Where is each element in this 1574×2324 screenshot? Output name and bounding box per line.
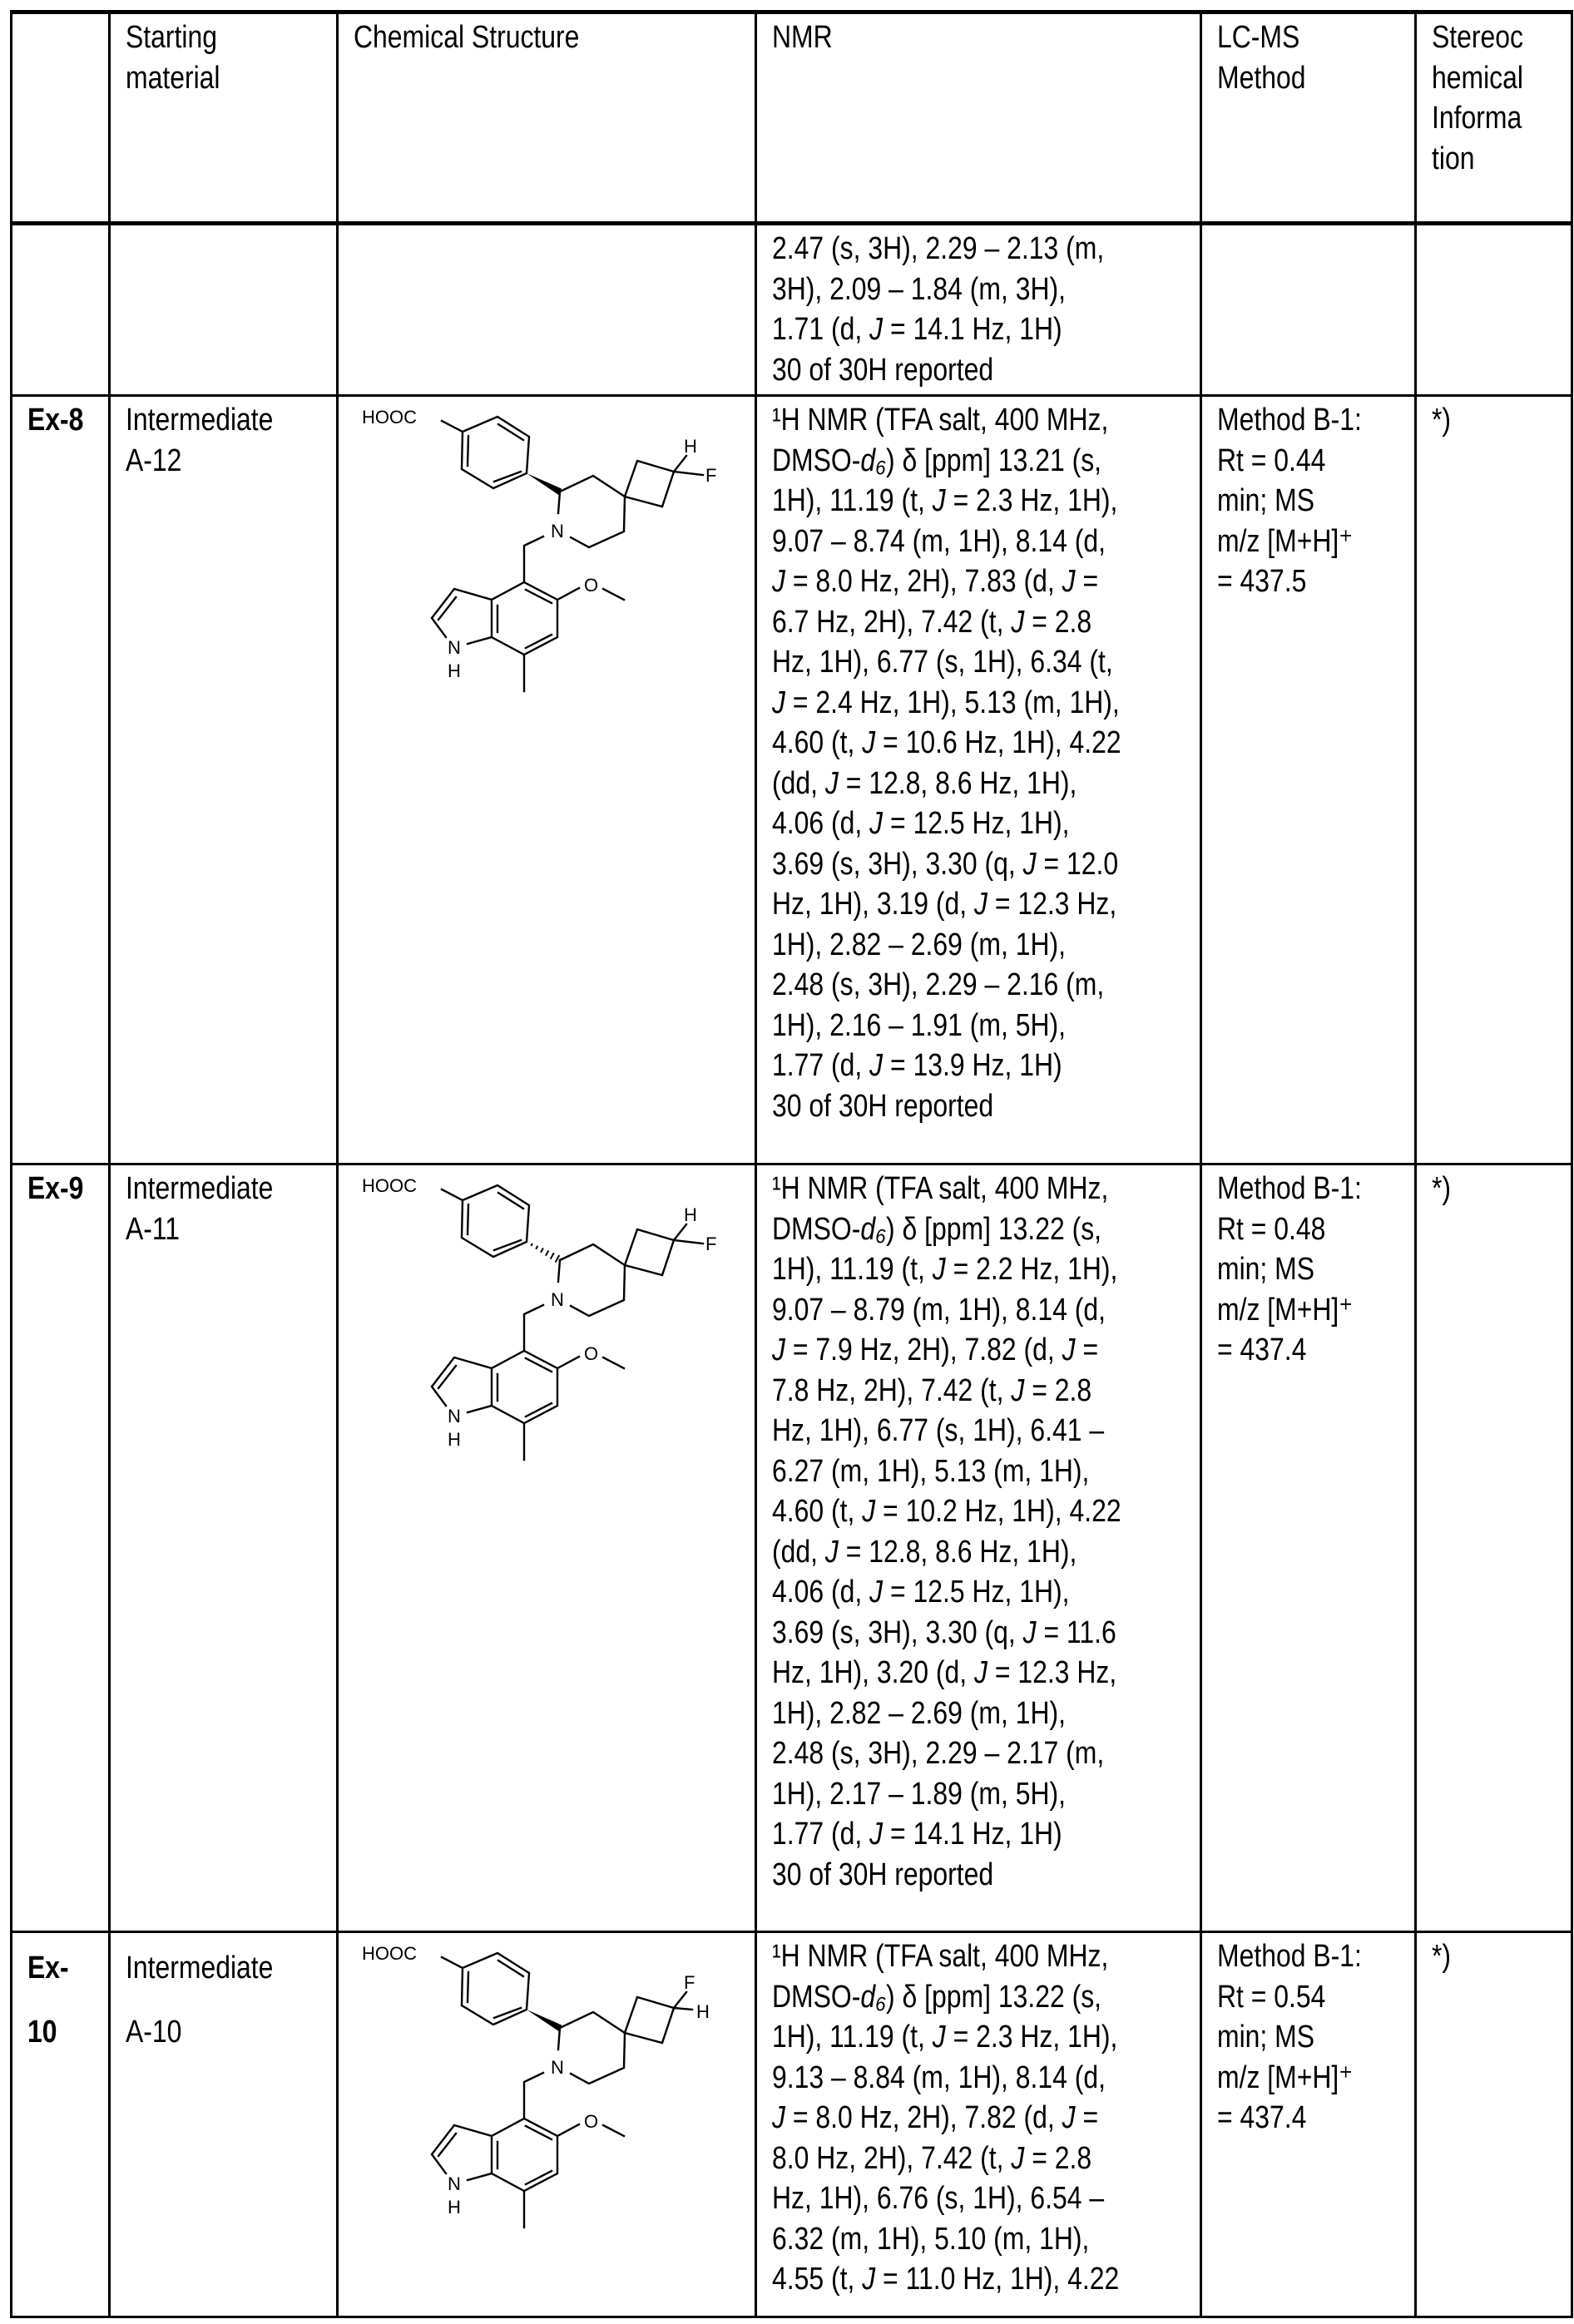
table-header-row bbox=[12, 12, 1572, 224]
header-chemical-structure bbox=[338, 12, 756, 224]
text-line: 3H), 2.09 – 1.84 (m, 3H), bbox=[772, 269, 1131, 310]
text-line: 3.69 (s, 3H), 3.30 (q, J = 11.6 bbox=[772, 1613, 1131, 1654]
stereochemical-info-cell bbox=[1416, 396, 1572, 1164]
text-line: m/z [M+H]⁺ bbox=[1217, 1290, 1383, 1331]
text-line: 9.07 – 8.74 (m, 1H), 8.14 (d, bbox=[772, 522, 1131, 562]
text-line: 1H), 2.82 – 2.69 (m, 1H), bbox=[772, 925, 1131, 966]
text-line: Chemical Structure bbox=[354, 17, 690, 58]
text-line: DMSO-d₆) δ [ppm] 13.22 (s, bbox=[772, 1977, 1131, 2018]
text-line: ¹H NMR (TFA salt, 400 MHz, bbox=[772, 400, 1131, 441]
text-line: 6.27 (m, 1H), 5.13 (m, 1H), bbox=[772, 1451, 1131, 1492]
table-row bbox=[12, 1932, 1572, 2317]
text-line: Ex- bbox=[27, 1936, 95, 2000]
header-stereochemical-information bbox=[1416, 12, 1572, 224]
indole-benzene-ring bbox=[492, 2119, 557, 2191]
text-line: 2.48 (s, 3H), 2.29 – 2.17 (m, bbox=[772, 1733, 1131, 1774]
methoxy-o-label: O bbox=[584, 575, 598, 596]
text-line: Hz, 1H), 6.77 (s, 1H), 6.41 – bbox=[772, 1411, 1131, 1451]
indole-h-label: H bbox=[448, 1429, 461, 1450]
indole-benzene-ring bbox=[492, 1351, 557, 1423]
text-line: Rt = 0.54 bbox=[1217, 1977, 1383, 2018]
text-line: Method B-1: bbox=[1217, 1169, 1383, 1209]
text-line: 4.60 (t, J = 10.2 Hz, 1H), 4.22 bbox=[772, 1491, 1131, 1532]
methoxy-o-label: O bbox=[584, 1343, 598, 1364]
text-line: J = 2.4 Hz, 1H), 5.13 (m, 1H), bbox=[772, 683, 1131, 724]
text-line: 1.71 (d, J = 14.1 Hz, 1H) bbox=[772, 309, 1131, 350]
text-line: 4.55 (t, J = 11.0 Hz, 1H), 4.22 bbox=[772, 2259, 1131, 2300]
text-line: Method B-1: bbox=[1217, 400, 1383, 441]
text-line: = 437.4 bbox=[1217, 2098, 1383, 2139]
top-substituent-label: H bbox=[684, 436, 697, 457]
text-line: Ex-8 bbox=[27, 400, 95, 441]
starting-material-cell bbox=[110, 1164, 338, 1932]
text-line: Method B-1: bbox=[1217, 1936, 1383, 1977]
text-line: Intermediate bbox=[126, 1936, 303, 2000]
stereochemical-info-cell bbox=[1416, 1164, 1572, 1932]
lcms-method-cell bbox=[1201, 1932, 1416, 2317]
chemical-structure-drawing bbox=[339, 1933, 755, 2241]
text-line: 1H), 11.19 (t, J = 2.2 Hz, 1H), bbox=[772, 1249, 1131, 1290]
chemical-structure-drawing bbox=[339, 1165, 755, 1473]
piperidine-n-label: N bbox=[551, 1289, 564, 1310]
text-line: *) bbox=[1432, 400, 1548, 441]
cyclobutane-ring bbox=[625, 1229, 674, 1275]
lcms-method-cell bbox=[1201, 1164, 1416, 1932]
text-line: 30 of 30H reported bbox=[772, 1855, 1131, 1896]
example-id-cell bbox=[12, 396, 110, 1164]
text-line: Intermediate bbox=[126, 400, 303, 441]
text-line: DMSO-d₆) δ [ppm] 13.21 (s, bbox=[772, 441, 1131, 482]
text-line: m/z [M+H]⁺ bbox=[1217, 2058, 1383, 2099]
benzene-ring bbox=[462, 417, 529, 488]
text-line: 4.06 (d, J = 12.5 Hz, 1H), bbox=[772, 804, 1131, 844]
text-line: 2.48 (s, 3H), 2.29 – 2.16 (m, bbox=[772, 965, 1131, 1006]
text-line: 4.60 (t, J = 10.6 Hz, 1H), 4.22 bbox=[772, 723, 1131, 764]
text-line: 8.0 Hz, 2H), 7.42 (t, J = 2.8 bbox=[772, 2139, 1131, 2179]
text-line: 9.13 – 8.84 (m, 1H), 8.14 (d, bbox=[772, 2058, 1131, 2099]
text-line: 2.47 (s, 3H), 2.29 – 2.13 (m, bbox=[772, 229, 1131, 269]
starting-material-cell bbox=[110, 224, 338, 396]
text-line: Informa bbox=[1432, 98, 1548, 139]
lcms-method-cell bbox=[1201, 396, 1416, 1164]
stereochemical-info-cell bbox=[1416, 224, 1572, 396]
text-line: Intermediate bbox=[126, 1169, 303, 1209]
cyclobutane-ring bbox=[625, 1997, 674, 2043]
table-row bbox=[12, 224, 1572, 396]
text-line: Ex-9 bbox=[27, 1169, 95, 1209]
text-line: *) bbox=[1432, 1169, 1548, 1209]
text-line: A-10 bbox=[126, 2000, 303, 2064]
starting-material-cell bbox=[110, 396, 338, 1164]
top-substituent-label: H bbox=[684, 1204, 697, 1225]
indole-n-label: N bbox=[448, 1406, 461, 1427]
text-line: NMR bbox=[772, 17, 1131, 58]
acid-label: HOOC bbox=[362, 1943, 417, 1964]
text-line: material bbox=[126, 58, 303, 99]
text-line: (dd, J = 12.8, 8.6 Hz, 1H), bbox=[772, 764, 1131, 804]
lcms-method-cell bbox=[1201, 224, 1416, 396]
header-example bbox=[12, 12, 110, 224]
text-line: Rt = 0.48 bbox=[1217, 1209, 1383, 1250]
indole-h-label: H bbox=[448, 660, 461, 681]
nmr-cell bbox=[756, 224, 1201, 396]
chemical-structure-cell bbox=[338, 224, 756, 396]
text-line: Hz, 1H), 6.77 (s, 1H), 6.34 (t, bbox=[772, 642, 1131, 683]
text-line: Hz, 1H), 3.20 (d, J = 12.3 Hz, bbox=[772, 1653, 1131, 1694]
indole-h-label: H bbox=[448, 2197, 461, 2218]
text-line: J = 7.9 Hz, 2H), 7.82 (d, J = bbox=[772, 1330, 1131, 1371]
text-line: 30 of 30H reported bbox=[772, 1086, 1131, 1127]
text-line: A-11 bbox=[126, 1209, 303, 1250]
text-line: A-12 bbox=[126, 441, 303, 482]
stereo-hashed-bond bbox=[532, 1244, 559, 1262]
piperidine-n-label: N bbox=[551, 521, 564, 541]
benzene-ring bbox=[462, 1185, 529, 1257]
stereochemical-info-cell bbox=[1416, 1932, 1572, 2317]
text-line: 10 bbox=[27, 2000, 95, 2064]
cyclobutane-ring bbox=[625, 461, 674, 507]
indole-n-label: N bbox=[448, 2173, 461, 2194]
text-line: min; MS bbox=[1217, 1249, 1383, 1290]
text-line: 1H), 2.16 – 1.91 (m, 5H), bbox=[772, 1006, 1131, 1046]
nmr-cell bbox=[756, 1164, 1201, 1932]
header-lcms-method bbox=[1201, 12, 1416, 224]
text-line: min; MS bbox=[1217, 481, 1383, 522]
text-line: LC-MS bbox=[1217, 17, 1383, 58]
acid-label: HOOC bbox=[362, 407, 417, 428]
text-line: Rt = 0.44 bbox=[1217, 441, 1383, 482]
text-line: Stereoc bbox=[1432, 17, 1548, 58]
chemical-structure-cell bbox=[338, 1164, 756, 1932]
text-line: ¹H NMR (TFA salt, 400 MHz, bbox=[772, 1936, 1131, 1977]
text-line: 7.8 Hz, 2H), 7.42 (t, J = 2.8 bbox=[772, 1371, 1131, 1412]
example-id-cell bbox=[12, 224, 110, 396]
text-line: 1H), 2.82 – 2.69 (m, 1H), bbox=[772, 1694, 1131, 1734]
text-line: tion bbox=[1432, 139, 1548, 180]
methoxy-o-label: O bbox=[584, 2111, 598, 2132]
chemical-structure-cell bbox=[338, 1932, 756, 2317]
text-line: 1.77 (d, J = 14.1 Hz, 1H) bbox=[772, 1814, 1131, 1855]
text-line: J = 8.0 Hz, 2H), 7.82 (d, J = bbox=[772, 2098, 1131, 2139]
text-line: 1H), 11.19 (t, J = 2.3 Hz, 1H), bbox=[772, 2017, 1131, 2058]
text-line: hemical bbox=[1432, 58, 1548, 99]
text-line: Hz, 1H), 3.19 (d, J = 12.3 Hz, bbox=[772, 884, 1131, 925]
right-substituent-label: F bbox=[705, 465, 716, 486]
indole-benzene-ring bbox=[492, 582, 557, 655]
text-line: = 437.4 bbox=[1217, 1330, 1383, 1371]
benzene-ring bbox=[462, 1953, 529, 2025]
text-line: DMSO-d₆) δ [ppm] 13.22 (s, bbox=[772, 1209, 1131, 1250]
text-line: *) bbox=[1432, 1936, 1548, 1977]
text-line: Starting bbox=[126, 17, 303, 58]
text-line: 4.06 (d, J = 12.5 Hz, 1H), bbox=[772, 1572, 1131, 1613]
starting-material-cell bbox=[110, 1932, 338, 2317]
text-line: 30 of 30H reported bbox=[772, 350, 1131, 391]
table-row bbox=[12, 1164, 1572, 1932]
text-line: 9.07 – 8.79 (m, 1H), 8.14 (d, bbox=[772, 1290, 1131, 1331]
text-line: 1H), 2.17 – 1.89 (m, 5H), bbox=[772, 1774, 1131, 1815]
text-line: (dd, J = 12.8, 8.6 Hz, 1H), bbox=[772, 1532, 1131, 1573]
right-substituent-label: H bbox=[696, 2001, 710, 2022]
example-id-cell bbox=[12, 1164, 110, 1932]
header-starting-material bbox=[110, 12, 338, 224]
text-line: Hz, 1H), 6.76 (s, 1H), 6.54 – bbox=[772, 2178, 1131, 2219]
stereo-wedge-bond bbox=[527, 473, 562, 495]
stereo-wedge-bond bbox=[527, 2010, 562, 2031]
text-line: 6.7 Hz, 2H), 7.42 (t, J = 2.8 bbox=[772, 602, 1131, 643]
text-line: ¹H NMR (TFA salt, 400 MHz, bbox=[772, 1169, 1131, 1209]
text-line: m/z [M+H]⁺ bbox=[1217, 522, 1383, 562]
chemical-structure-cell bbox=[338, 396, 756, 1164]
text-line: 6.32 (m, 1H), 5.10 (m, 1H), bbox=[772, 2219, 1131, 2260]
text-line: J = 8.0 Hz, 2H), 7.83 (d, J = bbox=[772, 561, 1131, 602]
text-line: Method bbox=[1217, 58, 1383, 99]
text-line: 1.77 (d, J = 13.9 Hz, 1H) bbox=[772, 1046, 1131, 1086]
text-line: 1H), 11.19 (t, J = 2.3 Hz, 1H), bbox=[772, 481, 1131, 522]
indole-n-label: N bbox=[448, 637, 461, 658]
top-substituent-label: F bbox=[684, 1972, 695, 1993]
nmr-cell bbox=[756, 1932, 1201, 2317]
table-row bbox=[12, 396, 1572, 1164]
text-line: min; MS bbox=[1217, 2017, 1383, 2058]
nmr-cell bbox=[756, 396, 1201, 1164]
right-substituent-label: F bbox=[705, 1234, 716, 1254]
acid-label: HOOC bbox=[362, 1175, 417, 1196]
header-nmr bbox=[756, 12, 1201, 224]
piperidine-n-label: N bbox=[551, 2057, 564, 2078]
compound-data-table bbox=[10, 10, 1573, 2318]
text-line: 3.69 (s, 3H), 3.30 (q, J = 12.0 bbox=[772, 844, 1131, 885]
text-line: = 437.5 bbox=[1217, 561, 1383, 602]
example-id-cell bbox=[12, 1932, 110, 2317]
chemical-structure-drawing bbox=[339, 397, 755, 705]
